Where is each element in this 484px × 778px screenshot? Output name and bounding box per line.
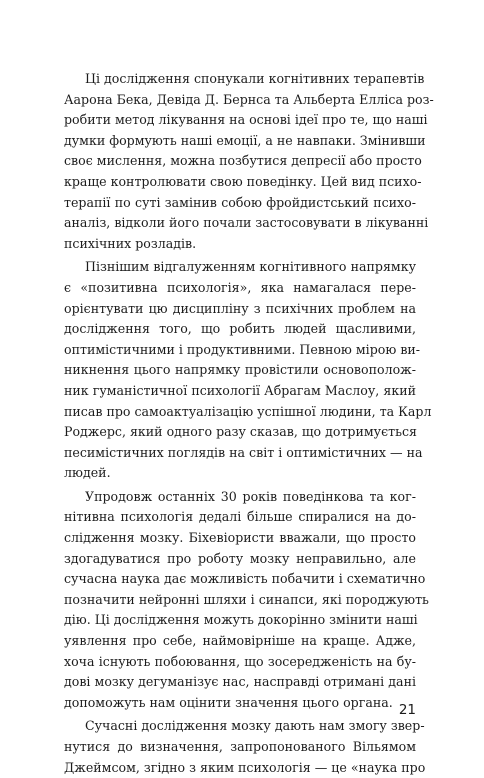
text-line: краще контролювати свою поведінку. Цей вид психо- bbox=[64, 173, 422, 189]
text-line: своє мислення, можна позбутися депресії або просто bbox=[64, 153, 422, 169]
text-line: Аарона Бека, Девіда Д. Бернса та Альберта Елліса роз- bbox=[64, 91, 434, 107]
paragraph-2 bbox=[64, 257, 432, 484]
text-line: людей. bbox=[64, 465, 111, 481]
text-line: нітивна психологія дедалі більше спиралися на до- bbox=[64, 509, 416, 525]
text-line: оптимістичними і продуктивними. Певною мірою ви- bbox=[64, 341, 421, 357]
text-line: песимістичних поглядів на світ і оптимістичних — на bbox=[64, 444, 423, 460]
text-line: думки формують наші емоції, а не навпаки. Змінивши bbox=[64, 132, 426, 148]
text-line: нутися до визначення, запропонованого Вільямом bbox=[64, 739, 416, 754]
text-line: дові мозку дегуманізує нас, насправді отримані дані bbox=[64, 674, 416, 690]
text-line: здогадуватися про роботу мозку неправильно, але bbox=[64, 550, 416, 566]
text-line: хоча існують побоювання, що зосередженість на бу- bbox=[64, 653, 416, 669]
text-line: Ці дослідження спонукали когнітивних терапевтів bbox=[85, 71, 425, 86]
text-line: слідження мозку. Біхевіористи вважали, що просто bbox=[64, 530, 416, 546]
text-line: дослідження того, що робить людей щасливими, bbox=[64, 321, 416, 337]
text-line: допоможуть нам оцінити значення цього органа. bbox=[64, 694, 393, 710]
text-line: є «позитивна психологія», яка намагалася пере- bbox=[64, 279, 416, 295]
text-line: Пізнішим відгалуженням когнітивного напрямку bbox=[85, 259, 416, 275]
text-line: робити метод лікування на основі ідеї про те, що наші bbox=[64, 112, 428, 128]
text-line: никнення цього напрямку провістили основополож- bbox=[64, 362, 416, 378]
text-line: терапії по суті замінив собою фройдистський психо- bbox=[64, 194, 416, 210]
text-line: Джеймсом, згідно з яким психологія — це «наука про bbox=[64, 759, 426, 775]
text-line: Упродовж останніх 30 років поведінкова та ког- bbox=[85, 488, 416, 504]
paragraph-3 bbox=[64, 487, 429, 714]
text-line: сучасна наука дає можливість побачити і схематично bbox=[64, 571, 426, 587]
text-line: Сучасні дослідження мозку дають нам змогу звер- bbox=[85, 718, 425, 734]
paragraph-4 bbox=[64, 716, 426, 778]
paragraph-1 bbox=[64, 69, 434, 254]
text-line: орієнтувати цю дисципліну з психічних проблем на bbox=[64, 300, 416, 316]
text-line: уявлення про себе, наймовірніше на краще. Адже, bbox=[64, 633, 416, 649]
text-line: Роджерс, який одного разу сказав, що дотримується bbox=[64, 424, 417, 440]
page-number: 21 bbox=[398, 702, 416, 718]
text-line: позначити нейронні шляхи і синапси, які породжують bbox=[64, 591, 429, 607]
text-line: дію. Ці дослідження можуть докорінно змінити наші bbox=[64, 612, 418, 628]
text-line: аналіз, відколи його почали застосовувати в лікуванні bbox=[64, 215, 429, 231]
text-line: психічних розладів. bbox=[64, 235, 197, 251]
text-line: ник гуманістичної психології Абрагам Маслоу, який bbox=[64, 382, 416, 398]
page-body bbox=[64, 69, 434, 778]
text-line: писав про самоактуалізацію успішної людини, та Карл bbox=[64, 403, 432, 419]
